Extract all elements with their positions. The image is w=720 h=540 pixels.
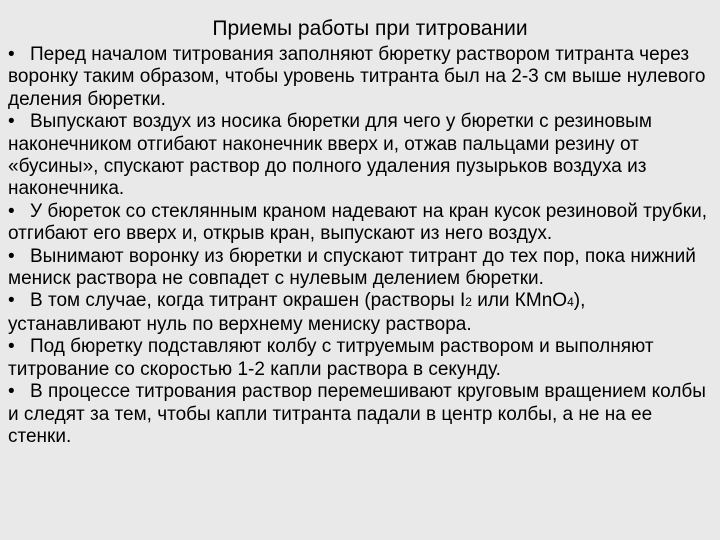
list-item-text: Выпускают воздух из носика бюретки для чего у бюретки с резиновым наконечником отгибают наконечник вверх и, отжав пальцами резину от «бусины», спускают раствор до полного удаления пузырьков воздуха из наконечника.: [8, 111, 652, 200]
bullet-marker: •: [8, 381, 15, 403]
list-item: [8, 111, 714, 201]
list-item-text-part: или КМnО: [471, 290, 568, 312]
subscript: 2: [465, 295, 472, 310]
bullet-marker: •: [8, 290, 15, 312]
bullet-marker: •: [8, 111, 15, 133]
bullet-marker: •: [8, 200, 15, 222]
list-item-text: Перед началом титрования заполняют бюретку раствором титранта через воронку таким образом, чтобы уровень титранта был на 2-3 см выше нулевого деления бюретки.: [8, 44, 706, 110]
list-item: [8, 201, 714, 246]
list-item-text: Под бюретку подставляют колбу с титруемым раствором и выполняют титрование со скоростью 1-2 капли раствора в секунду.: [8, 336, 654, 380]
list-item: [8, 336, 714, 381]
bullet-marker: •: [8, 44, 15, 65]
list-item-text: В процессе титрования раствор перемешивают круговым вращением колбы и следят за тем, чтобы капли титранта падали в центр колбы, а не на ее стенки.: [8, 381, 706, 447]
slide-title: Приемы работы при титровании: [212, 17, 528, 40]
list-item: [8, 44, 714, 111]
subscript: 4: [567, 295, 574, 310]
list-item: [8, 381, 714, 448]
list-item-text-part: В том случае, когда титрант окрашен (растворы I: [30, 290, 466, 312]
list-item: [8, 290, 714, 336]
list-item-text: У бюреток со стеклянным краном надевают на кран кусок резиновой трубки, отгибают его вверх и, открыв кран, выпускают из него воздух.: [8, 200, 707, 245]
list-item-text: Вынимают воронку из бюретки и спускают титрант до тех пор, пока нижний мениск раствора не совпадет с нулевым делением бюретки.: [8, 245, 696, 290]
bullet-marker: •: [8, 245, 15, 267]
list-item-text-part: ), устанавливают нуль по верхнему мениску раствора.: [8, 290, 586, 335]
bullet-marker: •: [8, 336, 15, 358]
list-item: [8, 246, 714, 291]
bullet-list: [8, 44, 714, 448]
